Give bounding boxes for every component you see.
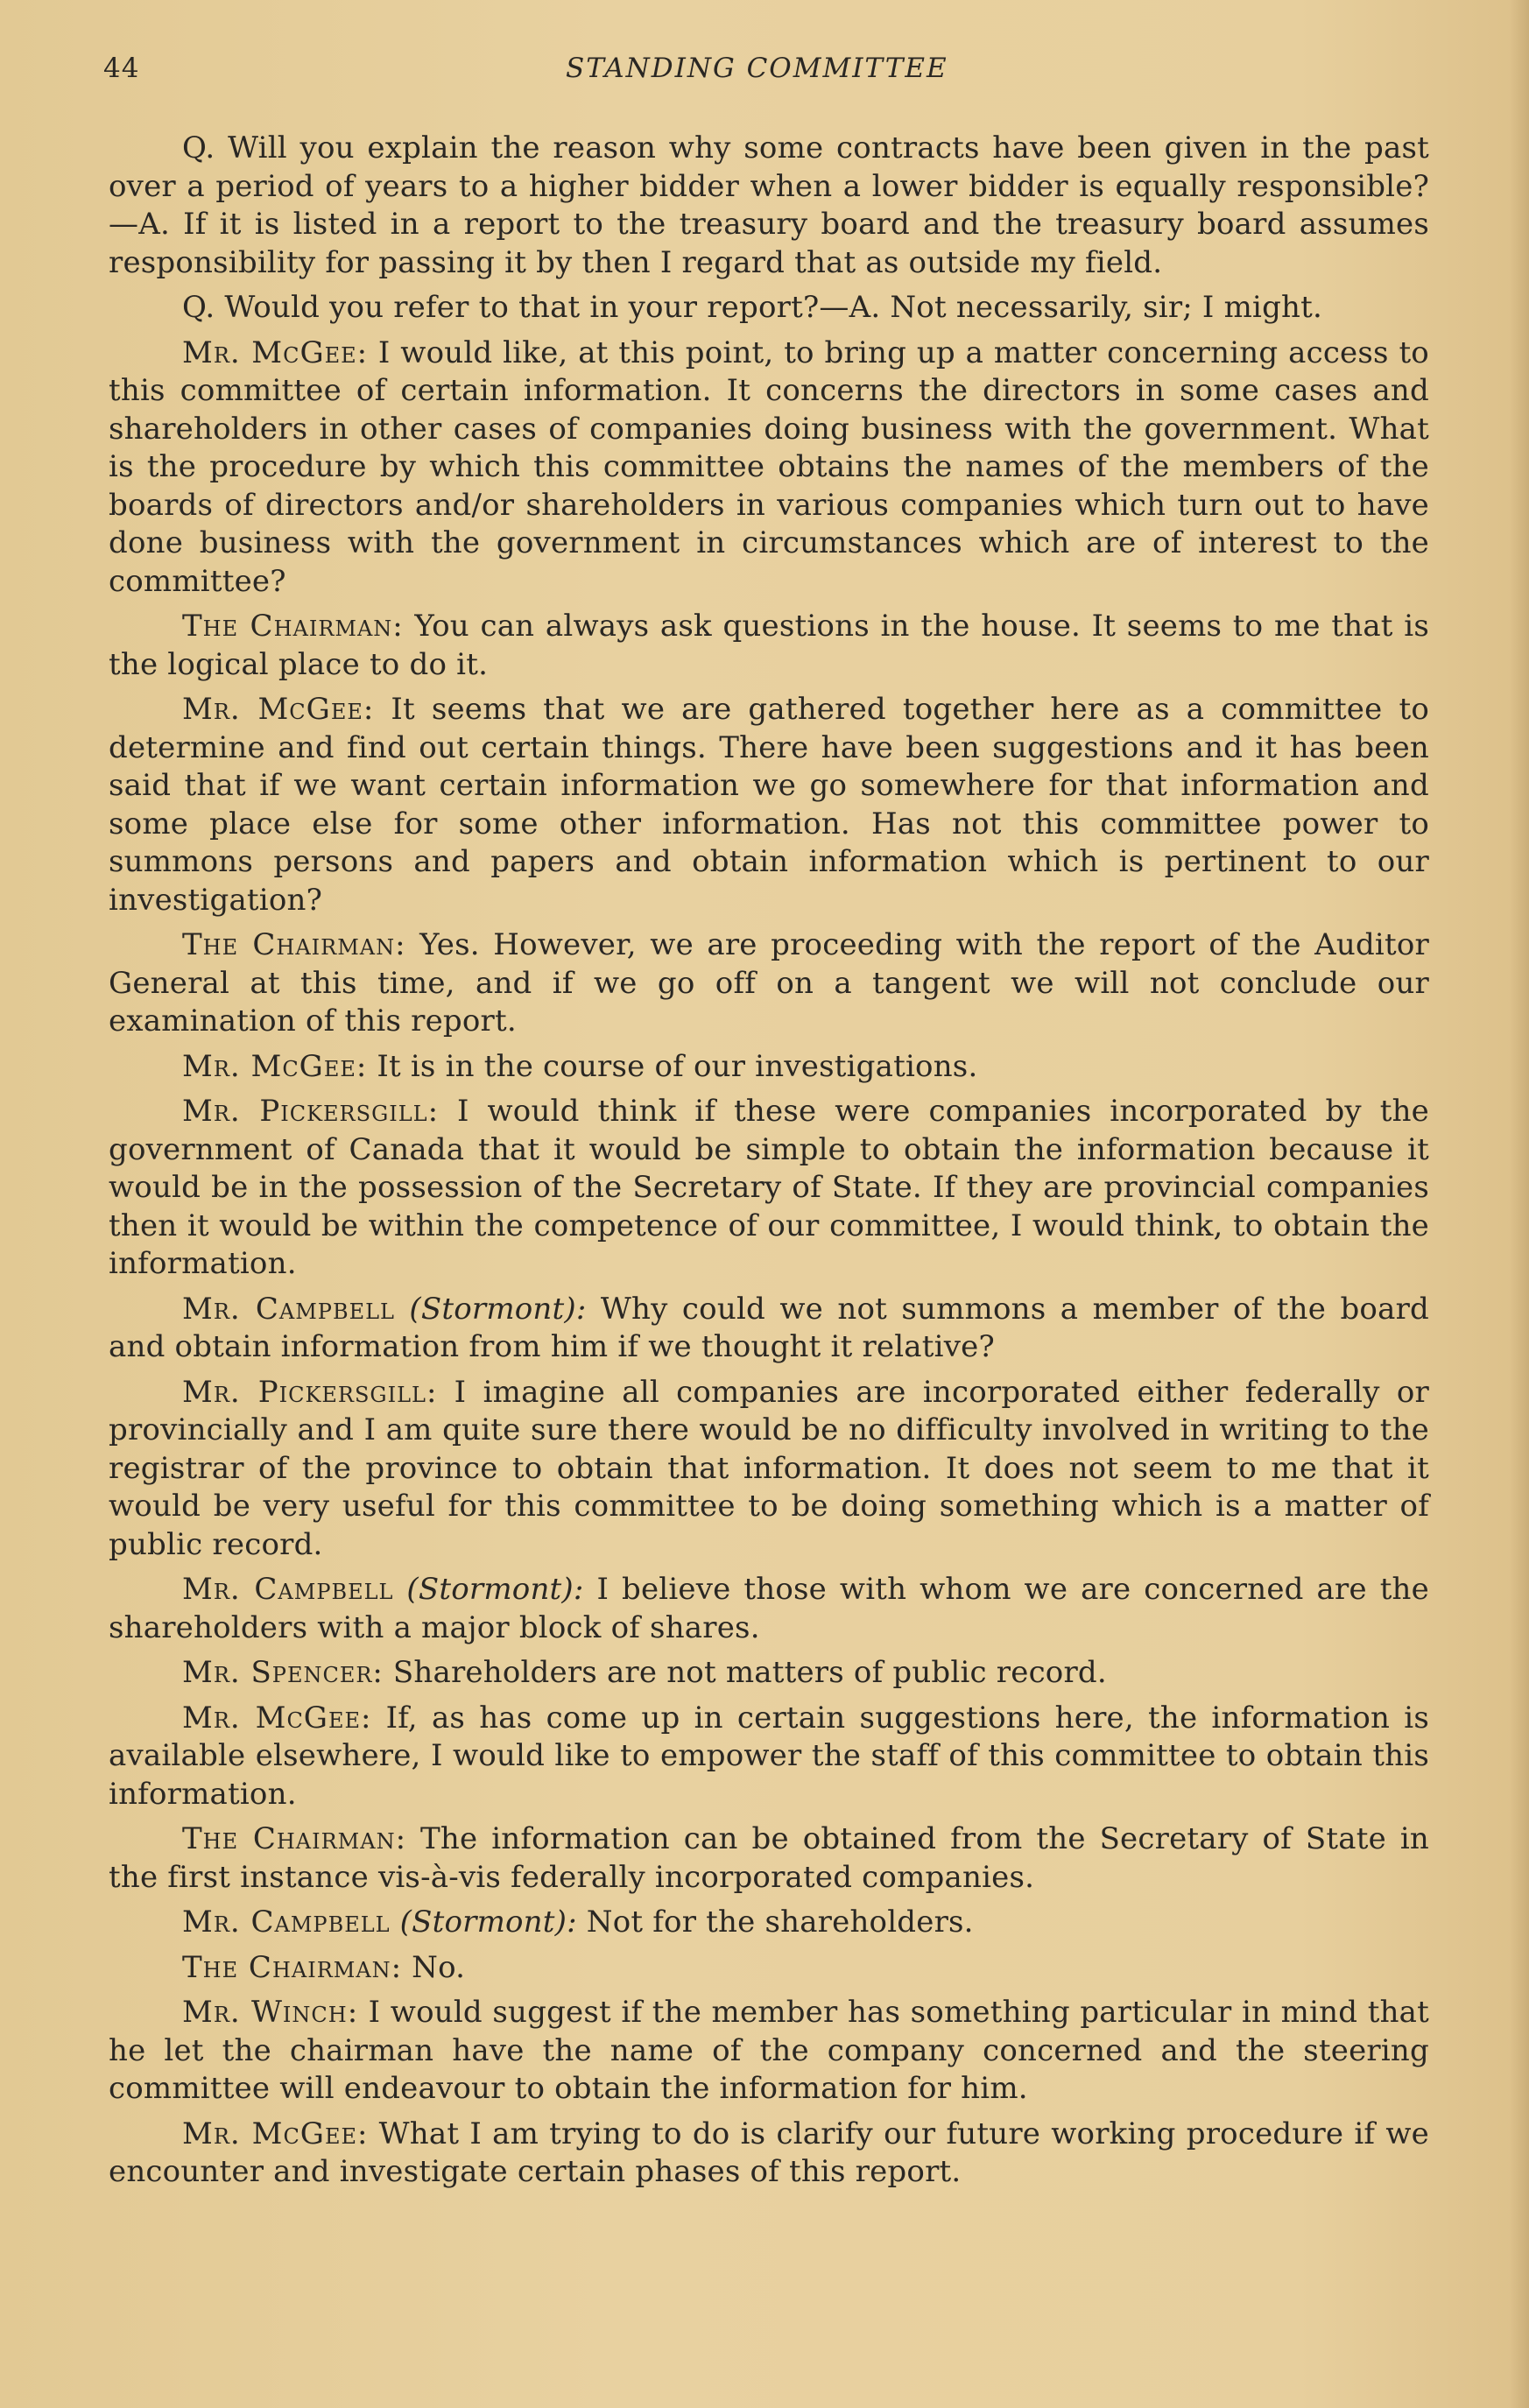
paragraph-text: Why could we not summons a member of the board and obtain information from him if we thought it relative? [109, 1291, 1429, 1364]
transcript-paragraph [109, 130, 1429, 282]
speaker-name: Mr. Campbell [182, 1291, 395, 1327]
paragraph-text: I would like, at this point, to bring up a matter concerning access to this committee of certain information. It concerns the directors in some cases and shareholders in other cases of companies doing business with the government. What is the procedure by which this committee obtains the names of the members of the boards of directors and/or shareholders in various companies which turn out to have done business with the government in circumstances which are of interest to the committee? [109, 334, 1429, 599]
transcript-paragraph [109, 1571, 1429, 1647]
transcript-paragraph [109, 1048, 1429, 1087]
running-header [103, 53, 1433, 91]
speaker-name: Mr. Pickersgill: [182, 1374, 438, 1410]
transcript-paragraph [109, 1994, 1429, 2109]
speaker-name: Mr. Campbell [182, 1905, 391, 1940]
paragraph-text: I would suggest if the member has something particular in mind that he let the chairman have the name of the company concerned and the steering committee will endeavour to obtain the information for him. [109, 1995, 1429, 2106]
transcript-paragraph [109, 1093, 1429, 1284]
paragraph-text: Yes. However, we are proceeding with the report of the Auditor General at this time, and if we go off on a tangent we will not conclude our examination of this report. [109, 927, 1429, 1039]
paragraph-text: Q. Will you explain the reason why some contracts have been given in the past over a period of years to a higher bidder when a lower bidder is equally responsible?—A. If it is listed in a report to the treasury board and the treasury board assumes responsibility for passing it by then I regard that as outside my field. [109, 130, 1429, 280]
speaker-name: Mr. Campbell [182, 1572, 394, 1607]
speaker-riding: (Stormont): [409, 1291, 587, 1327]
speaker-riding: (Stormont): [399, 1905, 577, 1940]
speaker-name: Mr. McGee: [182, 1700, 372, 1736]
speaker-name: Mr. McGee: [182, 692, 375, 727]
transcript-paragraph [109, 1291, 1429, 1367]
speaker-name: The Chairman: [182, 609, 404, 644]
transcript-paragraph [109, 1700, 1429, 1814]
speaker-name: Mr. McGee: [182, 1048, 368, 1084]
speaker-name: The Chairman: [182, 1821, 407, 1856]
speaker-name: Mr. Spencer: [182, 1655, 384, 1690]
transcript-paragraph [109, 926, 1429, 1041]
paragraph-text: Not for the shareholders. [576, 1905, 974, 1940]
transcript-paragraph [109, 334, 1429, 602]
transcript-body [109, 130, 1429, 2199]
speaker-name: Mr. Pickersgill: [182, 1094, 440, 1129]
transcript-paragraph [109, 691, 1429, 919]
paragraph-text: I imagine all companies are incorporated either federally or provincially and I am quite sure there would be no difficulty involved in writing to the registrar of the province to obtain that information. It does not seem to me that it would be very useful for this committee to be doing something which is a matter of public record. [109, 1374, 1429, 1562]
paragraph-text: It seems that we are gathered together here as a committee to determine and find out certain things. There have been suggestions and it has been said that if we want certain information we go somewhere for that information and some place else for some other information. Has not this committee power to summons persons and papers and obtain information which is pertinent to our investigation? [109, 692, 1429, 918]
paragraph-text: What I am trying to do is clarify our future working procedure if we encounter and investigate certain phases of this report. [109, 2116, 1429, 2189]
speaker-name: The Chairman: [182, 927, 406, 962]
paragraph-text: If, as has come up in certain suggestions here, the information is available elsewhere, I would like to empower the staff of this committee to obtain this information. [109, 1700, 1429, 1812]
transcript-paragraph [109, 1820, 1429, 1897]
transcript-paragraph [109, 1904, 1429, 1942]
speaker-name: Mr. McGee: [182, 2116, 369, 2151]
paragraph-text: No. [402, 1949, 466, 1985]
paragraph-text: It is in the course of our investigations. [367, 1048, 978, 1084]
paragraph-text: The information can be obtained from the Secretary of State in the first instance vis-à-vis federally incorporated companies. [109, 1821, 1429, 1895]
speaker-name: Mr. Winch: [182, 1995, 359, 2030]
speaker-name: Mr. McGee: [182, 334, 369, 370]
transcript-paragraph [109, 1654, 1429, 1693]
paragraph-text: You can always ask questions in the house. It seems to me that is the logical place to do it. [109, 609, 1430, 682]
transcript-paragraph [109, 608, 1429, 684]
paragraph-text: I would think if these were companies incorporated by the government of Canada that it would be simple to obtain the information because it would be in the possession of the Secretary of State. If they are provincial companies then it would be within the competence of our committee, I would think, to obtain the information. [109, 1094, 1429, 1281]
speaker-riding: (Stormont): [406, 1572, 584, 1607]
speaker-name: The Chairman: [182, 1949, 403, 1985]
transcript-paragraph [109, 1949, 1429, 1988]
paragraph-text: Q. Would you refer to that in your report?—A. Not necessarily, sir; I might. [182, 290, 1323, 325]
page-number: 44 [103, 53, 140, 84]
transcript-paragraph [109, 1374, 1429, 1565]
transcript-paragraph [109, 2116, 1429, 2192]
paragraph-text: I believe those with whom we are concerned are the shareholders with a major block of shares. [109, 1572, 1429, 1645]
transcript-paragraph [109, 289, 1429, 327]
page-header-title: STANDING COMMITTEE [566, 53, 948, 84]
paragraph-text: Shareholders are not matters of public record. [383, 1655, 1107, 1690]
